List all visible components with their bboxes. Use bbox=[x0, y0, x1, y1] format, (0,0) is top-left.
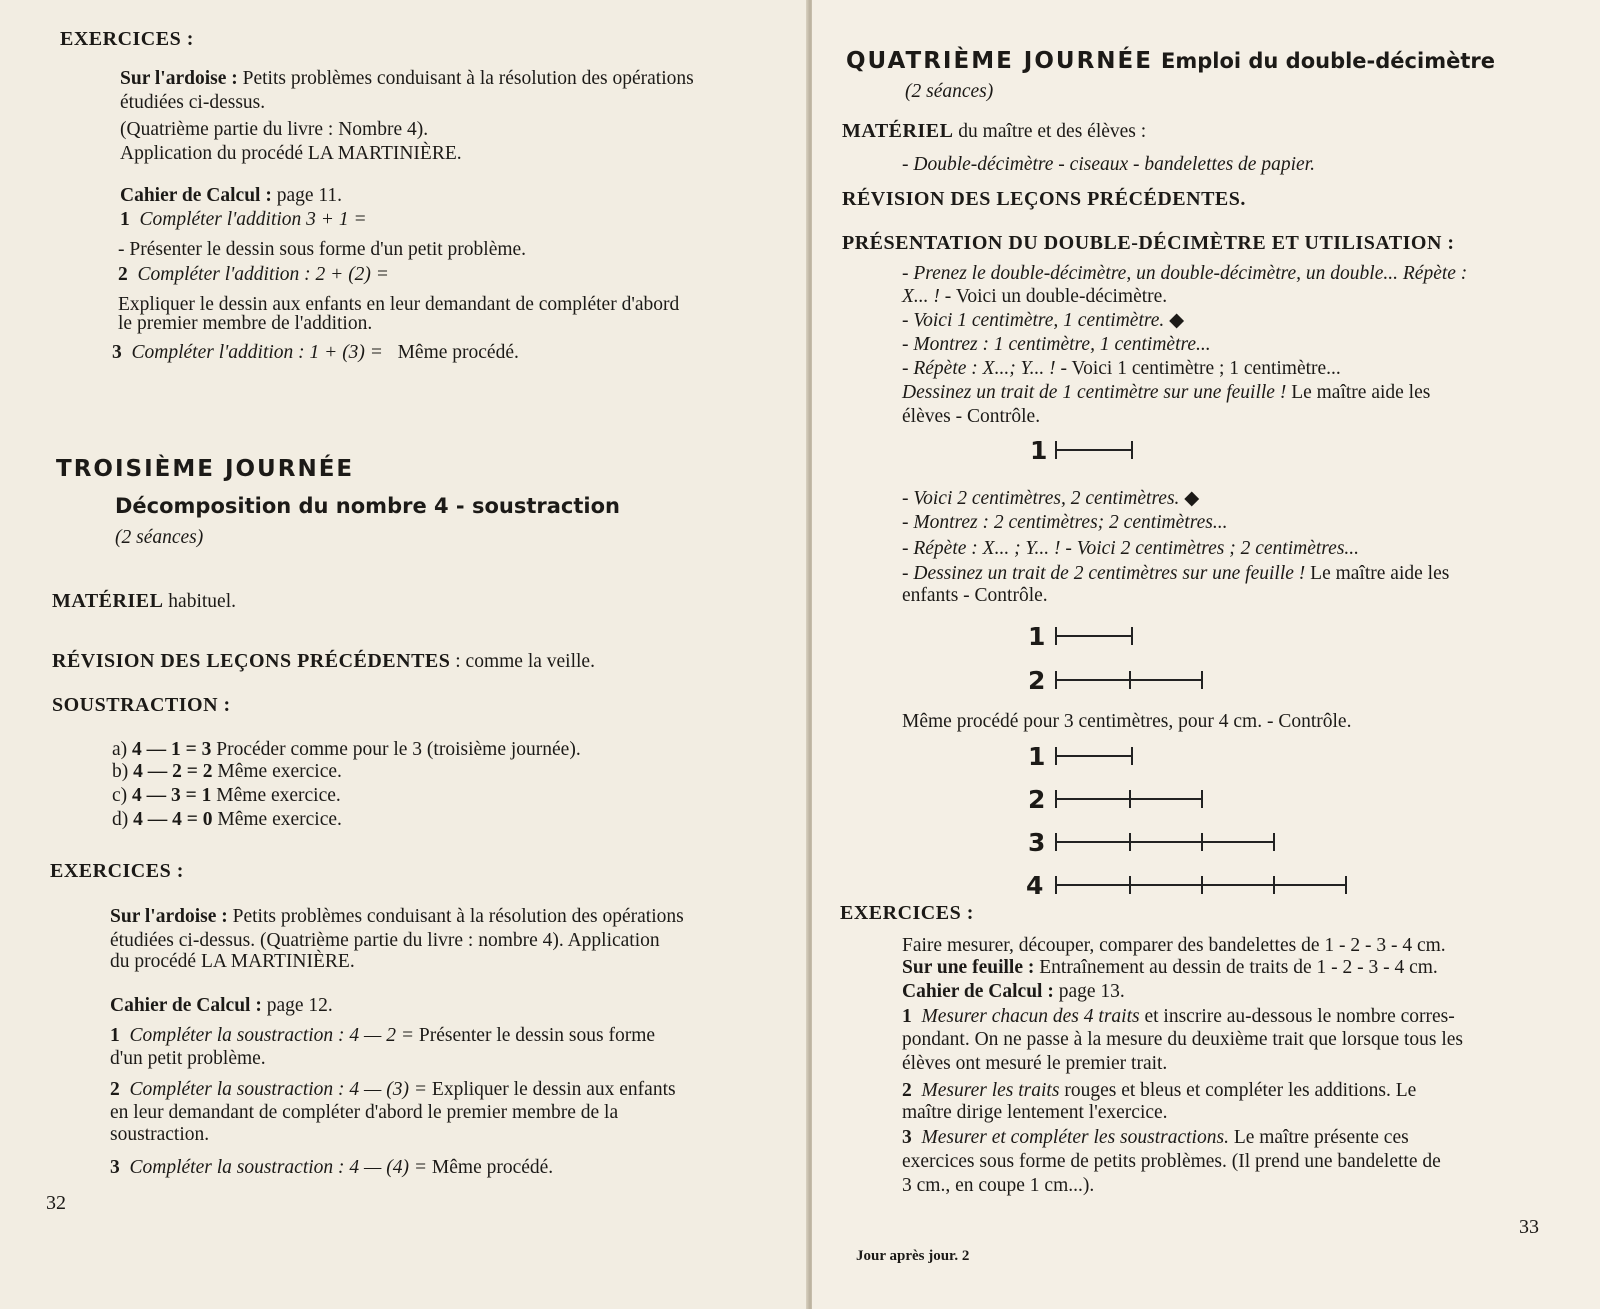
right-page bbox=[812, 0, 1600, 1309]
ruler-label: 1 bbox=[1028, 742, 1046, 771]
item-number: 2 bbox=[118, 264, 128, 285]
ardoise2-label: Sur l'ardoise : bbox=[110, 906, 228, 927]
pres-l5a: - Répète : X...; Y... ! - bbox=[902, 358, 1067, 379]
p2-l4a: - Dessinez un trait de 2 centimètres sur une feuille ! bbox=[902, 563, 1306, 584]
ardoise2-line-1 bbox=[110, 905, 684, 929]
ardoise-line-4: Application du procédé LA MARTINIÈRE. bbox=[120, 143, 462, 164]
soustraction-heading: SOUSTRACTION : bbox=[52, 694, 231, 716]
list-item: le premier membre de l'addition. bbox=[118, 313, 373, 334]
pres-line-7: élèves - Contrôle. bbox=[902, 406, 1041, 427]
item-letter: d) bbox=[112, 809, 129, 830]
pres-line-3: - Voici 1 centimètre, 1 centimètre. ◆ bbox=[902, 310, 1185, 331]
ruler-label: 1 bbox=[1028, 622, 1046, 651]
p2-line-5: enfants - Contrôle. bbox=[902, 585, 1048, 606]
quatrieme-subtitle: Emploi du double-décimètre bbox=[1160, 49, 1495, 73]
meme-procede-line: Même procédé pour 3 centimètres, pour 4 cm. - Contrôle. bbox=[902, 711, 1352, 732]
list-item: - Présenter le dessin sous forme d'un petit problème. bbox=[118, 239, 527, 260]
item-text: Même exercice. bbox=[217, 809, 342, 830]
ruler-4cm-c bbox=[1054, 873, 1354, 897]
ex-l3-text: page 13. bbox=[1058, 981, 1125, 1002]
troisieme-journee-title: TROISIÈME JOURNÉE bbox=[56, 456, 355, 482]
exercices-heading-2: EXERCICES : bbox=[50, 860, 184, 882]
cahier-page: page 11. bbox=[276, 185, 343, 206]
list-item bbox=[902, 1005, 1455, 1029]
ruler-1cm-b bbox=[1054, 624, 1144, 648]
ex-line-2 bbox=[902, 956, 1438, 980]
pres-line-4: - Montrez : 1 centimètre, 1 centimètre... bbox=[902, 334, 1211, 355]
list-item: Expliquer le dessin aux enfants en leur demandant de compléter d'abord bbox=[118, 294, 680, 315]
item-letter: b) bbox=[112, 761, 129, 782]
materiel-line-right bbox=[842, 120, 1146, 144]
list-item bbox=[110, 1024, 655, 1048]
item-text: Mesurer et compléter les soustractions. bbox=[921, 1127, 1229, 1148]
item-number: 1 bbox=[110, 1025, 120, 1046]
item-text: Même exercice. bbox=[216, 785, 341, 806]
item-number: 3 bbox=[112, 342, 122, 363]
pres-line-6 bbox=[902, 381, 1430, 405]
materiel-label: MATÉRIEL bbox=[52, 590, 164, 612]
p2-l4b: Le maître aide les bbox=[1310, 563, 1450, 584]
ruler-1cm-c bbox=[1054, 744, 1144, 768]
list-item bbox=[120, 208, 367, 232]
materiel-text: habituel. bbox=[168, 591, 236, 612]
item-text: Compléter la soustraction : 4 — 2 = bbox=[129, 1025, 415, 1046]
item-letter: c) bbox=[112, 785, 128, 806]
ex-l3-label: Cahier de Calcul : bbox=[902, 981, 1054, 1002]
ardoise2-line-2: étudiées ci-dessus. (Quatrième partie du livre : nombre 4). Application bbox=[110, 930, 660, 951]
ardoise2-text: Petits problèmes conduisant à la résolution des opérations bbox=[232, 906, 684, 927]
list-item: exercices sous forme de petits problèmes. (Il prend une bandelette de bbox=[902, 1151, 1441, 1172]
ardoise-line-3: (Quatrième partie du livre : Nombre 4). bbox=[120, 119, 429, 140]
ex-line-3 bbox=[902, 980, 1125, 1004]
materiel-label-right: MATÉRIEL bbox=[842, 120, 954, 142]
ex-l2-text: Entraînement au dessin de traits de 1 - 2 - 3 - 4 cm. bbox=[1039, 957, 1438, 978]
presentation-heading: PRÉSENTATION DU DOUBLE-DÉCIMÈTRE ET UTILISATION : bbox=[842, 232, 1455, 254]
item-number: 2 bbox=[110, 1079, 120, 1100]
revision-line bbox=[52, 650, 595, 674]
pres-l2a: X... ! - bbox=[902, 286, 952, 307]
ruler-2cm-b bbox=[1054, 668, 1214, 692]
ardoise2-line-3: du procédé LA MARTINIÈRE. bbox=[110, 951, 355, 972]
troisieme-seances: (2 séances) bbox=[115, 527, 204, 548]
item-text: Compléter l'addition : 2 + (2) = bbox=[137, 264, 389, 285]
pres-line-1: - Prenez le double-décimètre, un double-décimètre, un double... Répète : bbox=[902, 263, 1468, 284]
item-rest: Même procédé. bbox=[397, 342, 519, 363]
p2-line-3: - Répète : X... ; Y... ! - Voici 2 centimètres ; 2 centimètres... bbox=[902, 538, 1360, 559]
cahier2-line bbox=[110, 994, 333, 1018]
ruler-1cm-a bbox=[1054, 438, 1144, 462]
item-number: 3 bbox=[902, 1127, 912, 1148]
item-number: 3 bbox=[110, 1157, 120, 1178]
ardoise-text: Petits problèmes conduisant à la résolution des opérations bbox=[242, 68, 694, 89]
item-rest: et inscrire au-dessous le nombre corres- bbox=[1144, 1006, 1455, 1027]
list-item: d'un petit problème. bbox=[110, 1048, 266, 1069]
ruler-2cm-c bbox=[1054, 787, 1214, 811]
item-number: 2 bbox=[902, 1080, 912, 1101]
materiel-text-right: du maître et des élèves : bbox=[958, 121, 1147, 142]
item-text: Compléter la soustraction : 4 — (4) = bbox=[129, 1157, 428, 1178]
list-item bbox=[112, 784, 341, 808]
ruler-label: 2 bbox=[1028, 666, 1046, 695]
footer-text: Jour après jour. 2 bbox=[856, 1248, 970, 1264]
item-text: Mesurer chacun des 4 traits bbox=[921, 1006, 1140, 1027]
revision-heading-right: RÉVISION DES LEÇONS PRÉCÉDENTES. bbox=[842, 188, 1246, 210]
list-item: maître dirige lentement l'exercice. bbox=[902, 1102, 1168, 1123]
item-expr: 4 — 1 = 3 bbox=[132, 739, 212, 760]
item-rest: Présenter le dessin sous forme bbox=[418, 1025, 656, 1046]
list-item bbox=[110, 1078, 676, 1102]
quatrieme-seances: (2 séances) bbox=[905, 81, 994, 102]
item-expr: 4 — 3 = 1 bbox=[132, 785, 212, 806]
page-number-right: 33 bbox=[1519, 1216, 1539, 1238]
list-item bbox=[112, 341, 519, 365]
item-letter: a) bbox=[112, 739, 128, 760]
list-item: pondant. On ne passe à la mesure du deuxième trait que lorsque tous les bbox=[902, 1029, 1464, 1050]
ruler-label: 2 bbox=[1028, 785, 1046, 814]
list-item bbox=[902, 1126, 1409, 1150]
ardoise-line-2: étudiées ci-dessus. bbox=[120, 92, 266, 113]
list-item bbox=[110, 1156, 553, 1180]
item-rest: rouges et bleus et compléter les additions. Le bbox=[1064, 1080, 1417, 1101]
pres-l6a: Dessinez un trait de 1 centimètre sur une feuille ! bbox=[902, 382, 1287, 403]
item-rest: Même procédé. bbox=[431, 1157, 554, 1178]
pres-line-2 bbox=[902, 285, 1167, 309]
list-item bbox=[112, 808, 342, 832]
exercices-heading-right: EXERCICES : bbox=[840, 902, 974, 924]
pres-l6b: Le maître aide les bbox=[1291, 382, 1431, 403]
list-item bbox=[112, 738, 581, 762]
item-text: Mesurer les traits bbox=[921, 1080, 1060, 1101]
list-item: 3 cm., en coupe 1 cm...). bbox=[902, 1175, 1095, 1196]
p2-line-4 bbox=[902, 562, 1449, 586]
list-item bbox=[112, 760, 342, 784]
pres-l2b: Voici un double-décimètre. bbox=[955, 286, 1168, 307]
item-rest: Expliquer le dessin aux enfants bbox=[431, 1079, 676, 1100]
list-item bbox=[118, 263, 389, 287]
quatrieme-title-line bbox=[846, 48, 1495, 74]
list-item: élèves ont mesuré le premier trait. bbox=[902, 1053, 1168, 1074]
ardoise-line-1 bbox=[120, 67, 694, 91]
cahier2-page: page 12. bbox=[266, 995, 333, 1016]
ruler-label: 3 bbox=[1028, 828, 1046, 857]
materiel-line bbox=[52, 590, 236, 614]
pres-line-5 bbox=[902, 357, 1341, 381]
exercices-heading-1: EXERCICES : bbox=[60, 28, 194, 50]
page-number-left: 32 bbox=[46, 1192, 66, 1214]
item-text: Même exercice. bbox=[217, 761, 342, 782]
p2-line-2: - Montrez : 2 centimètres; 2 centimètres... bbox=[902, 512, 1228, 533]
ruler-label: 4 bbox=[1026, 871, 1044, 900]
cahier-label: Cahier de Calcul : bbox=[120, 185, 272, 206]
revision-text: : comme la veille. bbox=[455, 651, 595, 672]
ardoise-label: Sur l'ardoise : bbox=[120, 68, 238, 89]
item-number: 1 bbox=[902, 1006, 912, 1027]
item-text: Compléter la soustraction : 4 — (3) = bbox=[129, 1079, 428, 1100]
revision-label: RÉVISION DES LEÇONS PRÉCÉDENTES bbox=[52, 650, 451, 672]
ruler-3cm-c bbox=[1054, 830, 1284, 854]
list-item: en leur demandant de compléter d'abord le premier membre de la bbox=[110, 1102, 619, 1123]
quatrieme-journee-title: QUATRIÈME JOURNÉE bbox=[846, 48, 1153, 74]
list-item: soustraction. bbox=[110, 1124, 210, 1145]
ex-line-1: Faire mesurer, découper, comparer des bandelettes de 1 - 2 - 3 - 4 cm. bbox=[902, 935, 1446, 956]
item-number: 1 bbox=[120, 209, 130, 230]
materiel-list: - Double-décimètre - ciseaux - bandelettes de papier. bbox=[902, 154, 1315, 175]
item-text: Procéder comme pour le 3 (troisième journée). bbox=[216, 739, 581, 760]
ruler-label: 1 bbox=[1030, 436, 1048, 465]
troisieme-subtitle: Décomposition du nombre 4 - soustraction bbox=[115, 494, 620, 518]
cahier-line bbox=[120, 184, 342, 208]
item-text: Compléter l'addition : 1 + (3) = bbox=[131, 342, 383, 363]
cahier2-label: Cahier de Calcul : bbox=[110, 995, 262, 1016]
p2-line-1: - Voici 2 centimètres, 2 centimètres. ◆ bbox=[902, 488, 1200, 509]
pres-l5b: Voici 1 centimètre ; 1 centimètre... bbox=[1071, 358, 1341, 379]
item-rest: Le maître présente ces bbox=[1233, 1127, 1409, 1148]
ex-l2-label: Sur une feuille : bbox=[902, 957, 1035, 978]
list-item bbox=[902, 1079, 1416, 1103]
item-expr: 4 — 2 = 2 bbox=[133, 761, 213, 782]
item-expr: 4 — 4 = 0 bbox=[133, 809, 213, 830]
item-text: Compléter l'addition 3 + 1 = bbox=[139, 209, 367, 230]
